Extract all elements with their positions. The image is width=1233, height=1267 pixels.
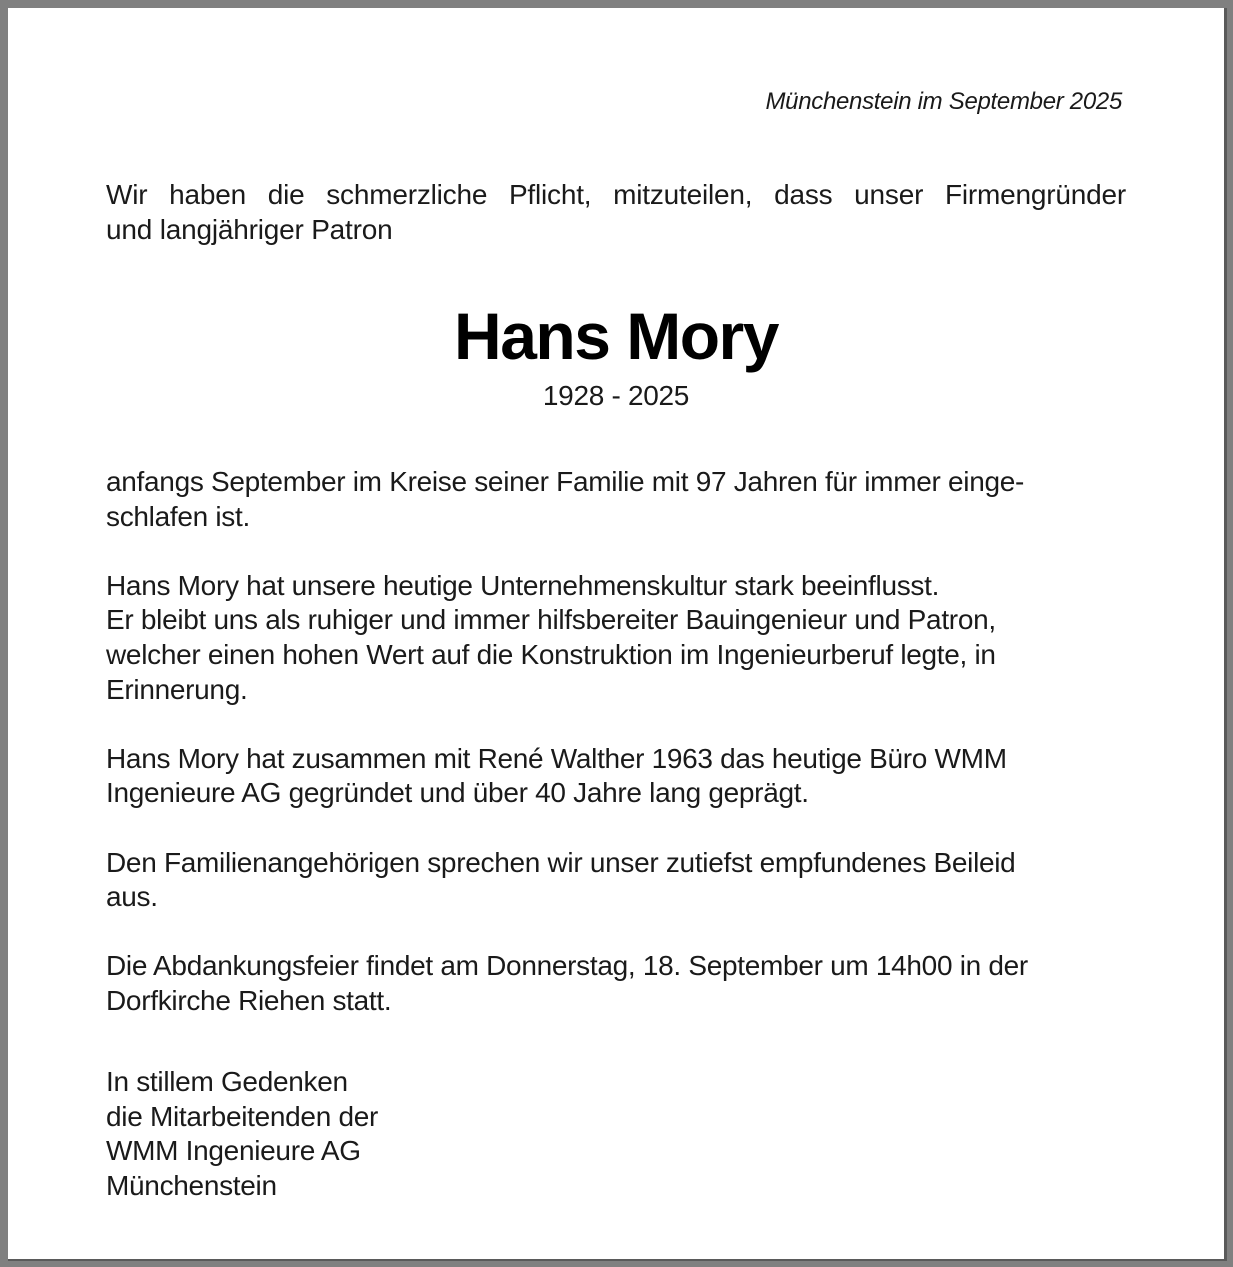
paragraph-funeral: Die Abdankungsfeier findet am Donnerstag, 18. September um 14h00 in der Dorfkirche Riehen statt. (106, 950, 1028, 1016)
intro-line-2: und langjähriger Patron (106, 214, 393, 245)
paragraph-condolences: Den Familienangehörigen sprechen wir unser zutiefst empfundenes Beileid aus. (106, 846, 1016, 913)
deceased-name: Hans Mory (454, 299, 778, 373)
paragraph-culture: Hans Mory hat unsere heutige Unternehmenskultur stark beeinflusst. Er bleibt uns als ruhiger und immer hilfsbereiter Bauingenieur und Patron, welcher einen hohen Wert auf die Konstruktion im Ingenieurberuf legte, in Erinnerung. (106, 569, 996, 705)
life-years: 1928 - 2025 (542, 380, 690, 411)
signature-line: In stillem Gedenken (106, 1066, 348, 1097)
signature-line: Münchenstein (106, 1169, 277, 1201)
paragraph-founding: Hans Mory hat zusammen mit René Walther 1963 das heutige Büro WMM Ingenieure AG gegründet und über 40 Jahre lang geprägt. (106, 742, 1007, 809)
intro-line-1: Wir haben die schmerzliche Pflicht, mitzuteilen, dass unser Firmengründer (106, 179, 1126, 210)
place-date: Münchenstein im September 2025 (765, 88, 1122, 115)
page-shadow-right (1224, 8, 1227, 1259)
body-text (106, 465, 1126, 1053)
signature-line: WMM Ingenieure AG (106, 1135, 361, 1167)
intro-text (106, 177, 1126, 247)
page-shadow-bottom (8, 1259, 1227, 1261)
signature-block (106, 1065, 378, 1203)
obituary-page (8, 8, 1224, 1259)
signature-line: die Mitarbeitenden der (106, 1100, 379, 1132)
paragraph-passing: anfangs September im Kreise seiner Familie mit 97 Jahren für immer einge- schlafen ist. (106, 466, 1025, 532)
